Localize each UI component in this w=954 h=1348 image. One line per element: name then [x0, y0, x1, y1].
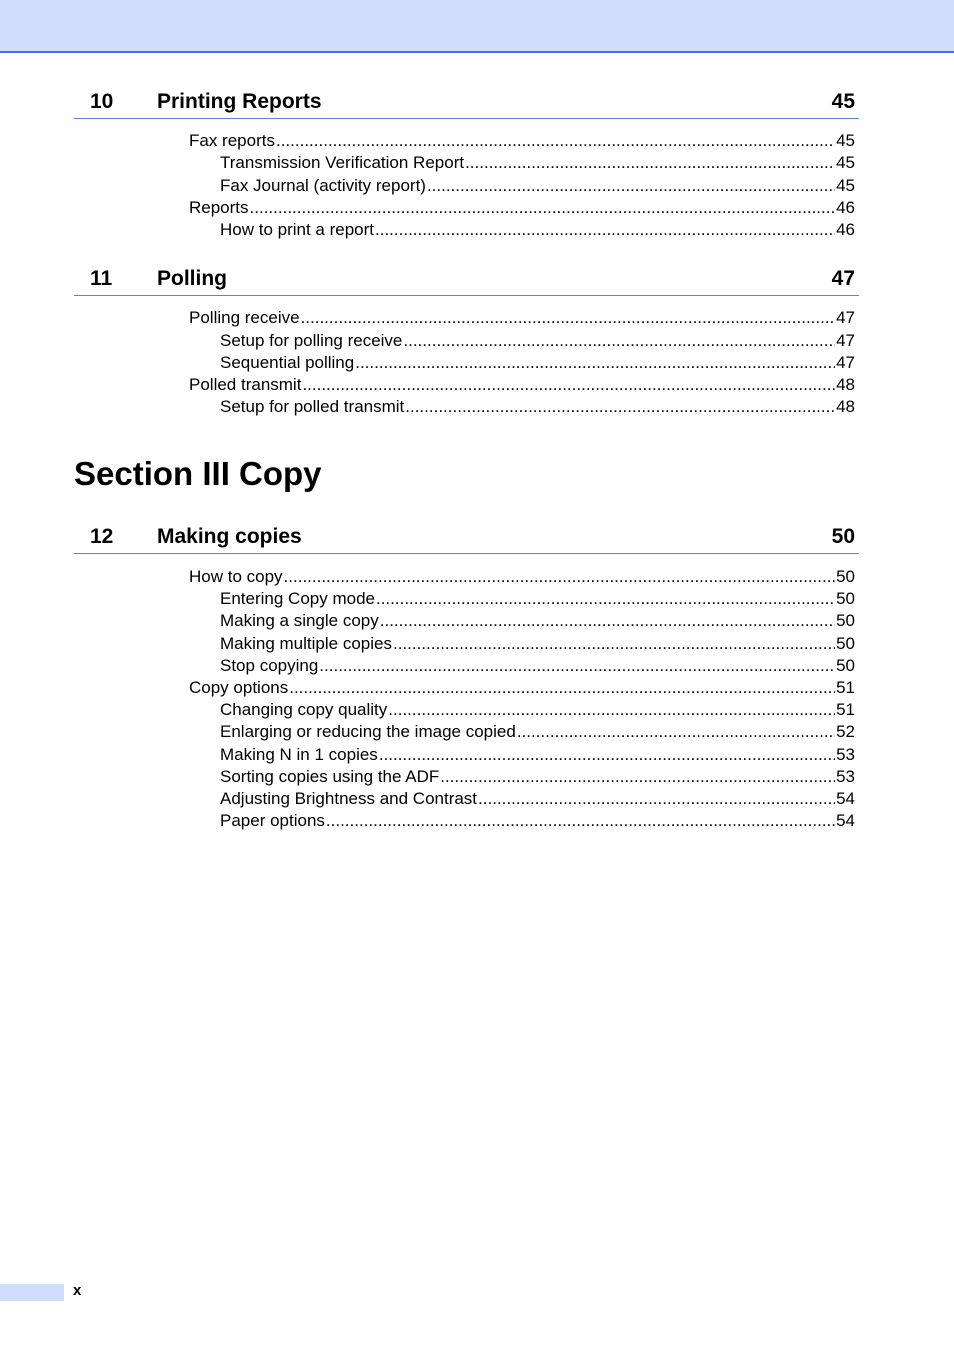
toc-entry[interactable]: [220, 330, 855, 352]
chapter-number: 10: [90, 90, 114, 113]
dot-leader: [326, 810, 835, 832]
page-marker: x: [73, 1282, 82, 1299]
toc-entry-page: 50: [836, 589, 855, 608]
dot-leader: [289, 677, 835, 699]
chapter-page-number: 50: [831, 525, 855, 548]
toc-entry-label: Entering Copy mode: [220, 589, 375, 608]
chapter-title[interactable]: Making copies: [157, 525, 302, 548]
toc-entry[interactable]: [220, 219, 855, 241]
toc-entry-label: Reports: [189, 198, 249, 217]
toc-entry-page: 52: [836, 722, 855, 741]
dot-leader: [478, 788, 835, 810]
toc-entry-page: 47: [836, 353, 855, 372]
toc-entry[interactable]: [220, 610, 855, 632]
toc-entry-page: 54: [836, 811, 855, 830]
toc-entry-page: 45: [836, 176, 855, 195]
toc-entry-label: Sorting copies using the ADF: [220, 767, 440, 786]
toc-entry[interactable]: [220, 744, 855, 766]
section-title: Section III Copy: [74, 455, 322, 492]
chapter-number: 12: [90, 525, 114, 548]
dot-leader: [276, 130, 835, 152]
toc-entry[interactable]: [220, 721, 855, 743]
toc-entry-label: Adjusting Brightness and Contrast: [220, 789, 478, 808]
dot-leader: [376, 588, 835, 610]
chapter-heading: [74, 265, 859, 296]
toc-entry[interactable]: [220, 699, 855, 721]
toc-entry-page: 54: [836, 789, 855, 808]
toc-entry-page: 45: [836, 153, 855, 172]
dot-leader: [427, 175, 835, 197]
dot-leader: [465, 152, 835, 174]
chapter-page-number: 45: [831, 90, 855, 113]
toc-entry[interactable]: [220, 588, 855, 610]
toc-entry-label: Fax reports: [189, 131, 275, 150]
toc-entry[interactable]: [189, 197, 855, 219]
toc-entry[interactable]: [189, 374, 855, 396]
dot-leader: [319, 655, 835, 677]
toc-entry-page: 48: [836, 397, 855, 416]
toc-entry-page: 46: [836, 220, 855, 239]
toc-entry[interactable]: [189, 307, 855, 329]
toc-entry-label: How to print a report: [220, 220, 375, 239]
toc-entry[interactable]: [220, 766, 855, 788]
toc-entry-page: 50: [836, 567, 855, 586]
toc-entry[interactable]: [189, 677, 855, 699]
chapter-heading: [74, 523, 859, 554]
dot-leader: [380, 610, 835, 632]
dot-leader: [302, 374, 835, 396]
toc-entry-label: Setup for polling receive: [220, 331, 403, 350]
toc-entry-label: Paper options: [220, 811, 325, 830]
dot-leader: [517, 721, 835, 743]
toc-entry-page: 45: [836, 131, 855, 150]
toc-entry-label: Stop copying: [220, 656, 319, 675]
toc-entry-page: 48: [836, 375, 855, 394]
dot-leader: [388, 699, 835, 721]
toc-entry-label: Making a single copy: [220, 611, 379, 630]
toc-entry[interactable]: [189, 566, 855, 588]
toc-entry-page: 51: [836, 678, 855, 697]
toc-entry-page: 50: [836, 634, 855, 653]
dot-leader: [393, 633, 835, 655]
toc-entry[interactable]: [220, 352, 855, 374]
chapter-number: 11: [90, 267, 113, 290]
toc-entry-label: Polled transmit: [189, 375, 302, 394]
toc-entry-label: Polling receive: [189, 308, 300, 327]
chapter-title[interactable]: Polling: [157, 267, 227, 290]
toc-entry-page: 47: [836, 331, 855, 350]
toc-entry-page: 50: [836, 611, 855, 630]
toc-entry[interactable]: [220, 633, 855, 655]
toc-entry[interactable]: [189, 130, 855, 152]
dot-leader: [355, 352, 835, 374]
toc-entry-label: Making N in 1 copies: [220, 745, 378, 764]
toc-entry-page: 50: [836, 656, 855, 675]
toc-entry-label: How to copy: [189, 567, 283, 586]
toc-entry-page: 46: [836, 198, 855, 217]
toc-entry[interactable]: [220, 655, 855, 677]
chapter-title[interactable]: Printing Reports: [157, 90, 322, 113]
toc-entry[interactable]: [220, 152, 855, 174]
toc-entry-page: 53: [836, 767, 855, 786]
toc-entry-label: Setup for polled transmit: [220, 397, 405, 416]
toc-entry-label: Enlarging or reducing the image copied: [220, 722, 516, 741]
dot-leader: [379, 744, 835, 766]
toc-entry-page: 53: [836, 745, 855, 764]
dot-leader: [440, 766, 835, 788]
dot-leader: [284, 566, 836, 588]
dot-leader: [405, 396, 835, 418]
toc-entry-label: Copy options: [189, 678, 289, 697]
toc-entry[interactable]: [220, 810, 855, 832]
dot-leader: [403, 330, 835, 352]
toc-entry-label: Fax Journal (activity report): [220, 176, 426, 195]
toc-entry[interactable]: [220, 788, 855, 810]
footer-band: [0, 1284, 64, 1301]
dot-leader: [250, 197, 836, 219]
toc-entry-label: Sequential polling: [220, 353, 355, 372]
toc-entry-page: 51: [836, 700, 855, 719]
toc-entry-label: Making multiple copies: [220, 634, 392, 653]
header-band: [0, 0, 954, 53]
toc-entry-page: 47: [836, 308, 855, 327]
chapter-page-number: 47: [831, 267, 855, 290]
dot-leader: [375, 219, 835, 241]
toc-entry[interactable]: [220, 396, 855, 418]
dot-leader: [301, 307, 836, 329]
chapter-heading: [74, 88, 859, 119]
toc-entry[interactable]: [220, 175, 855, 197]
toc-entry-label: Changing copy quality: [220, 700, 388, 719]
toc-entry-label: Transmission Verification Report: [220, 153, 465, 172]
